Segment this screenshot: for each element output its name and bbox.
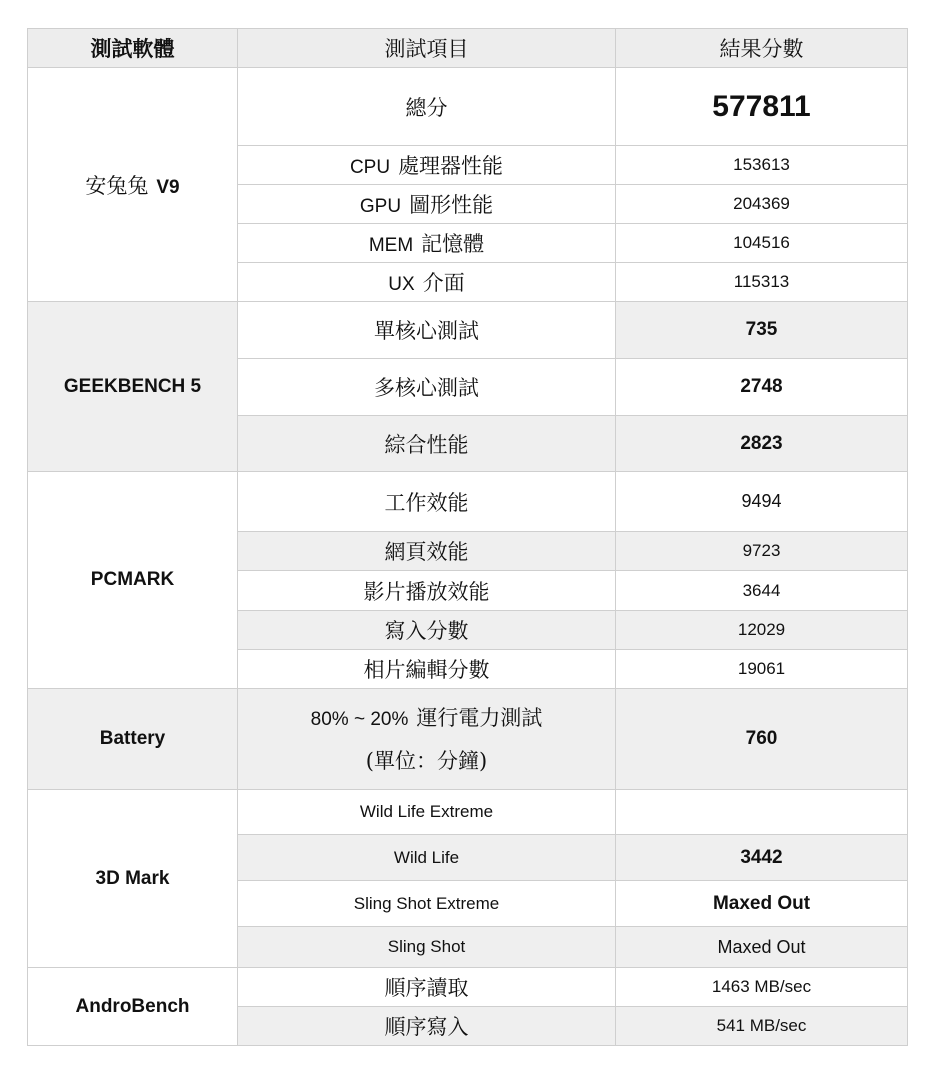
pcmark-item-writing: 寫入分數 [238,611,616,650]
pcmark-item-web: 網頁效能 [238,532,616,571]
geekbench-item-single: 單核心測試 [238,302,616,359]
antutu-item-mem: MEM 記憶體 [238,224,616,263]
header-score: 結果分數 [616,29,908,68]
3dmark-item-wle: Wild Life Extreme [238,790,616,835]
antutu-item-cpu: CPU 處理器性能 [238,146,616,185]
table-row [28,472,908,532]
category-geekbench: GEEKBENCH 5 [28,302,238,472]
benchmark-table [27,28,908,1046]
antutu-value-cpu: 153613 [616,146,908,185]
geekbench-value-single: 735 [616,302,908,359]
category-battery: Battery [28,689,238,790]
category-androbench: AndroBench [28,968,238,1046]
3dmark-item-sse: Sling Shot Extreme [238,881,616,927]
3dmark-item-wl: Wild Life [238,835,616,881]
3dmark-value-wle [616,790,908,835]
androbench-value-write: 541 MB/sec [616,1007,908,1046]
header-row [28,29,908,68]
battery-value: 760 [616,689,908,790]
antutu-value-ux: 115313 [616,263,908,302]
category-3dmark: 3D Mark [28,790,238,968]
pcmark-value-writing: 12029 [616,611,908,650]
header-item: 測試項目 [238,29,616,68]
androbench-item-write: 順序寫入 [238,1007,616,1046]
3dmark-value-ss: Maxed Out [616,927,908,968]
table-row [28,689,908,790]
category-antutu [28,68,238,302]
antutu-item-total: 總分 [238,68,616,146]
geekbench-item-multi: 多核心測試 [238,359,616,416]
pcmark-item-video: 影片播放效能 [238,571,616,611]
battery-item: 80% ~ 20% 運行電力測試 (單位：分鐘) [238,689,616,790]
geekbench-item-overall: 綜合性能 [238,416,616,472]
table-row [28,968,908,1007]
androbench-value-read: 1463 MB/sec [616,968,908,1007]
pcmark-item-photo: 相片編輯分數 [238,650,616,689]
antutu-value-total: 577811 [616,68,908,146]
3dmark-value-sse: Maxed Out [616,881,908,927]
antutu-version: V9 [156,176,180,198]
geekbench-value-overall: 2823 [616,416,908,472]
pcmark-value-video: 3644 [616,571,908,611]
category-pcmark: PCMARK [28,472,238,689]
antutu-name: 安兔兔 [85,173,149,198]
antutu-item-ux: UX 介面 [238,263,616,302]
3dmark-item-ss: Sling Shot [238,927,616,968]
pcmark-value-work: 9494 [616,472,908,532]
pcmark-item-work: 工作效能 [238,472,616,532]
androbench-item-read: 順序讀取 [238,968,616,1007]
3dmark-value-wl: 3442 [616,835,908,881]
pcmark-value-web: 9723 [616,532,908,571]
table-row [28,68,908,146]
antutu-value-mem: 104516 [616,224,908,263]
table-row [28,302,908,359]
table-row [28,790,908,835]
antutu-item-gpu: GPU 圖形性能 [238,185,616,224]
geekbench-value-multi: 2748 [616,359,908,416]
antutu-value-gpu: 204369 [616,185,908,224]
header-software: 測試軟體 [28,29,238,68]
pcmark-value-photo: 19061 [616,650,908,689]
